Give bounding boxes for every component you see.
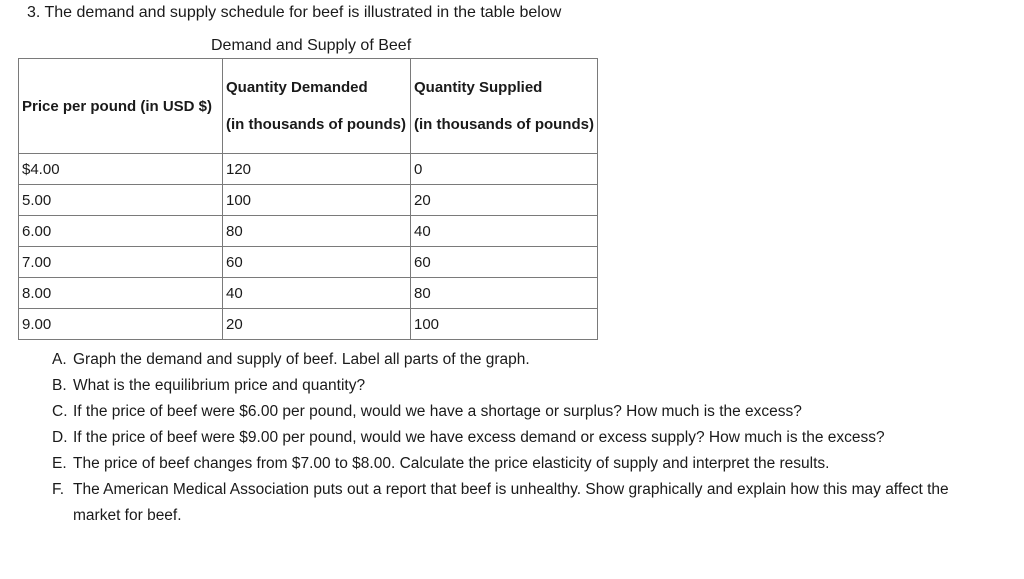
table-row bbox=[19, 216, 598, 247]
part-text: If the price of beef were $6.00 per pound, would we have a shortage or surplus? How much is the excess? bbox=[73, 403, 802, 420]
header-supply-unit: (in thousands of pounds) bbox=[414, 116, 594, 133]
cell-demanded: 100 bbox=[223, 185, 411, 216]
header-quantity-demanded bbox=[223, 59, 411, 154]
part-letter: E. bbox=[52, 455, 67, 472]
cell-supplied: 40 bbox=[411, 216, 598, 247]
cell-supplied: 100 bbox=[411, 309, 598, 340]
question-heading: 3. The demand and supply schedule for beef is illustrated in the table below bbox=[27, 4, 562, 21]
cell-demanded: 60 bbox=[223, 247, 411, 278]
question-part-f bbox=[52, 477, 952, 529]
cell-demanded: 120 bbox=[223, 154, 411, 185]
part-letter: A. bbox=[52, 351, 67, 368]
header-demand-unit: (in thousands of pounds) bbox=[226, 116, 406, 133]
cell-price: 7.00 bbox=[19, 247, 223, 278]
cell-demanded: 20 bbox=[223, 309, 411, 340]
part-text: Graph the demand and supply of beef. Label all parts of the graph. bbox=[73, 351, 530, 368]
part-text: What is the equilibrium price and quantity? bbox=[73, 377, 366, 394]
cell-price: 5.00 bbox=[19, 185, 223, 216]
question-part-e bbox=[52, 451, 952, 477]
cell-supplied: 20 bbox=[411, 185, 598, 216]
question-part-a bbox=[52, 347, 952, 373]
question-parts-list bbox=[52, 347, 952, 529]
table-row bbox=[19, 247, 598, 278]
cell-supplied: 80 bbox=[411, 278, 598, 309]
cell-demanded: 40 bbox=[223, 278, 411, 309]
header-quantity-supplied bbox=[411, 59, 598, 154]
part-letter: D. bbox=[52, 429, 68, 446]
question-part-d bbox=[52, 425, 952, 451]
cell-demanded: 80 bbox=[223, 216, 411, 247]
cell-price: 6.00 bbox=[19, 216, 223, 247]
table-caption: Demand and Supply of Beef bbox=[211, 37, 412, 54]
header-demand-title: Quantity Demanded bbox=[226, 79, 368, 96]
cell-supplied: 0 bbox=[411, 154, 598, 185]
part-letter: B. bbox=[52, 377, 67, 394]
question-part-c bbox=[52, 399, 952, 425]
cell-price: 9.00 bbox=[19, 309, 223, 340]
table-row bbox=[19, 309, 598, 340]
part-text: If the price of beef were $9.00 per pound, would we have excess demand or excess supply? How much is the excess? bbox=[73, 429, 885, 446]
cell-supplied: 60 bbox=[411, 247, 598, 278]
part-letter: C. bbox=[52, 403, 68, 420]
header-supply-title: Quantity Supplied bbox=[414, 79, 543, 96]
question-part-b bbox=[52, 373, 952, 399]
table-row bbox=[19, 185, 598, 216]
table-row bbox=[19, 154, 598, 185]
part-letter: F. bbox=[52, 481, 65, 498]
demand-supply-table bbox=[18, 58, 598, 340]
part-text: The American Medical Association puts out a report that beef is unhealthy. Show graphically and explain how this may affect the market for beef. bbox=[73, 481, 949, 524]
part-text: The price of beef changes from $7.00 to $8.00. Calculate the price elasticity of supply and interpret the results. bbox=[73, 455, 830, 472]
cell-price: $4.00 bbox=[19, 154, 223, 185]
table-header-row bbox=[19, 59, 598, 154]
table-row bbox=[19, 278, 598, 309]
header-price: Price per pound (in USD $) bbox=[19, 59, 223, 154]
cell-price: 8.00 bbox=[19, 278, 223, 309]
